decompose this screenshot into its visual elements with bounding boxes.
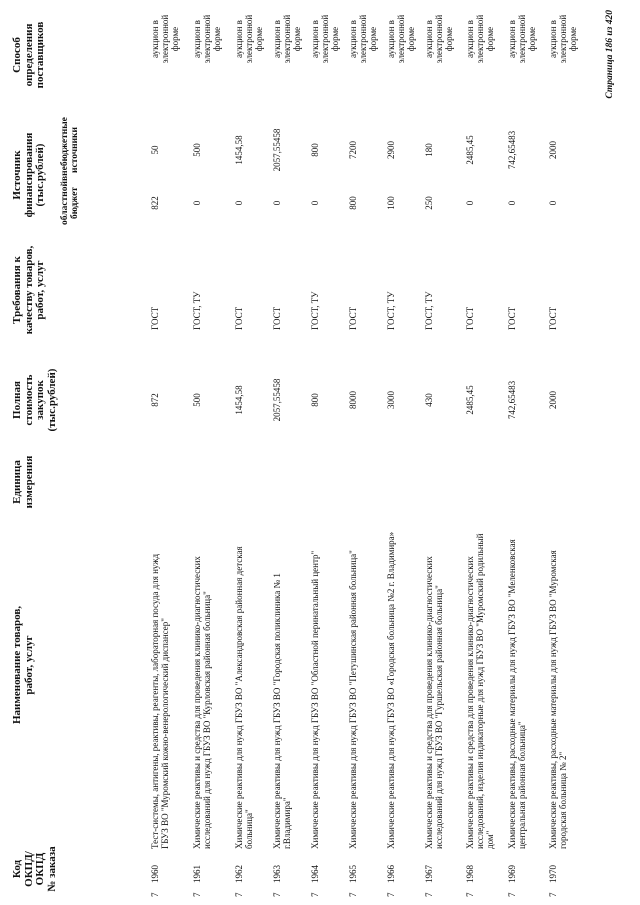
row-source-regional: 0 [192,200,202,206]
row-code: 7 [150,892,160,897]
header-source-regional: областной бюджет [60,181,80,225]
row-quality: ГОСТ, ТУ [310,291,320,330]
row-cost: 2000 [548,391,558,409]
row-quality: ГОСТ, ТУ [192,291,202,330]
row-cost: 2485,45 [465,385,475,415]
row-code: 7 [465,892,475,897]
row-code: 7 [310,892,320,897]
row-source-extra: 742,65483 [507,130,517,170]
row-item-name: Химические реактивы, расходные материалы для нужд ГБУЗ ВО "Муромская городская больница № 2" [548,550,568,849]
row-code: 7 [348,892,358,897]
row-source-regional: 100 [386,196,396,210]
row-source-extra: 2485,45 [465,135,475,165]
row-source-regional: 800 [348,196,358,210]
row-item-name: Тест-системы, антигены, реактивы, реагенты, лабораторная посуда для нужд ГБУЗ ВО "Муромский кожно-венерологический диспансер" [150,553,170,849]
row-method: аукцион в электронной форме [386,14,416,64]
row-source-regional: 0 [465,200,475,206]
row-source-extra: 2900 [386,141,396,159]
row-item-name: Химические реактивы для нужд ГБУЗ ВО "Александровская районная детская больница" [234,546,254,849]
row-cost: 800 [310,393,320,407]
row-method: аукцион в электронной форме [234,14,264,64]
row-method: аукцион в электронной форме [548,14,578,64]
row-source-extra: 50 [150,145,160,155]
row-method: аукцион в электронной форме [310,14,340,64]
row-order-number: 1968 [465,865,475,883]
row-method: аукцион в электронной форме [348,14,378,64]
row-source-regional: 0 [272,200,282,206]
row-source-extra: 180 [424,143,434,157]
row-quality: ГОСТ [465,306,475,330]
row-source-extra: 800 [310,143,320,157]
header-method: Способ определения поставщиков [11,21,46,89]
row-source-regional: 0 [507,200,517,206]
row-source-extra: 2057,55458 [272,128,282,172]
row-cost: 1454,58 [234,385,244,415]
row-quality: ГОСТ [548,306,558,330]
row-cost: 742,65483 [507,380,517,420]
row-method: аукцион в электронной форме [424,14,454,64]
row-order-number: 1962 [234,865,244,883]
row-code: 7 [386,892,396,897]
row-code: 7 [507,892,517,897]
header-quality: Требования к качеству товаров, работ, услуг [11,245,46,335]
row-code: 7 [424,892,434,897]
row-source-regional: 0 [310,200,320,206]
row-item-name: Химические реактивы и средства для проведения клинико-диагностических исследований, изделия индикаторные для нужд ГБУЗ ВО "Муромский родильный дом" [465,533,495,849]
row-order-number: 1964 [310,865,320,883]
row-cost: 8000 [348,391,358,409]
row-order-number: 1969 [507,865,517,883]
row-cost: 430 [424,393,434,407]
row-source-extra: 500 [192,143,202,157]
row-method: аукцион в электронной форме [272,14,302,64]
header-source: Источник финансирования (тыс.рублей) [11,132,46,218]
row-code: 7 [234,892,244,897]
row-method: аукцион в электронной форме [192,14,222,64]
header-cost: Полная стоимость закупок (тыс.рублей) [11,368,58,432]
header-source-extra: внебюджетные источники [60,117,80,181]
row-quality: ГОСТ, ТУ [424,291,434,330]
row-order-number: 1961 [192,865,202,883]
row-source-regional: 0 [234,200,244,206]
row-quality: ГОСТ [348,306,358,330]
header-unit: Единица измерения [11,455,35,509]
row-code: 7 [272,892,282,897]
header-name: Наименование товаров, работ, услуг [11,605,35,725]
row-item-name: Химические реактивы для нужд ГБУЗ ВО "Областной перинатальный центр" [310,550,320,849]
row-code: 7 [192,892,202,897]
row-order-number: 1970 [548,865,558,883]
row-cost: 2057,55458 [272,378,282,422]
row-source-extra: 1454,58 [234,135,244,165]
row-quality: ГОСТ [272,306,282,330]
row-order-number: 1963 [272,865,282,883]
row-item-name: Химические реактивы для нужд ГБУЗ ВО "Петушинская районная больница" [348,550,358,849]
page-number: Страница 186 из 420 [605,10,615,99]
row-source-regional: 822 [150,196,160,210]
header-code: Код ОКПД/ ОКПД № заказа [11,846,58,892]
row-source-regional: 250 [424,196,434,210]
row-source-extra: 7200 [348,141,358,159]
row-cost: 500 [192,393,202,407]
row-source-regional: 0 [548,200,558,206]
row-source-extra: 2000 [548,141,558,159]
row-quality: ГОСТ [507,306,517,330]
row-method: аукцион в электронной форме [465,14,495,64]
row-item-name: Химические реактивы и средства для проведения клинико-диагностических исследований для нужд ГБУЗ ВО "Гуршельская районная больница" [424,556,444,849]
row-quality: ГОСТ [234,306,244,330]
row-method: аукцион в электронной форме [507,14,537,64]
row-code: 7 [548,892,558,897]
row-item-name: Химические реактивы для нужд ГБУЗ ВО "Городская поликлиника № 1 г.Владимира" [272,573,292,849]
row-cost: 3000 [386,391,396,409]
row-order-number: 1966 [386,865,396,883]
row-quality: ГОСТ, ТУ [386,291,396,330]
row-cost: 872 [150,393,160,407]
row-method: аукцион в электронной форме [150,14,180,64]
row-item-name: Химические реактивы, расходные материалы для нужд ГБУЗ ВО "Меленковская центральная районная больница" [507,539,527,849]
row-order-number: 1967 [424,865,434,883]
row-item-name: Химические реактивы и средства для проведения клинико-диагностических исследований для нужд ГБУЗ ВО "Курловская районная больница" [192,556,212,849]
row-quality: ГОСТ [150,306,160,330]
row-item-name: Химические реактивы для нужд ГБУЗ ВО «Городская больница №2 г. Владимира» [386,531,396,849]
row-order-number: 1960 [150,865,160,883]
row-order-number: 1965 [348,865,358,883]
